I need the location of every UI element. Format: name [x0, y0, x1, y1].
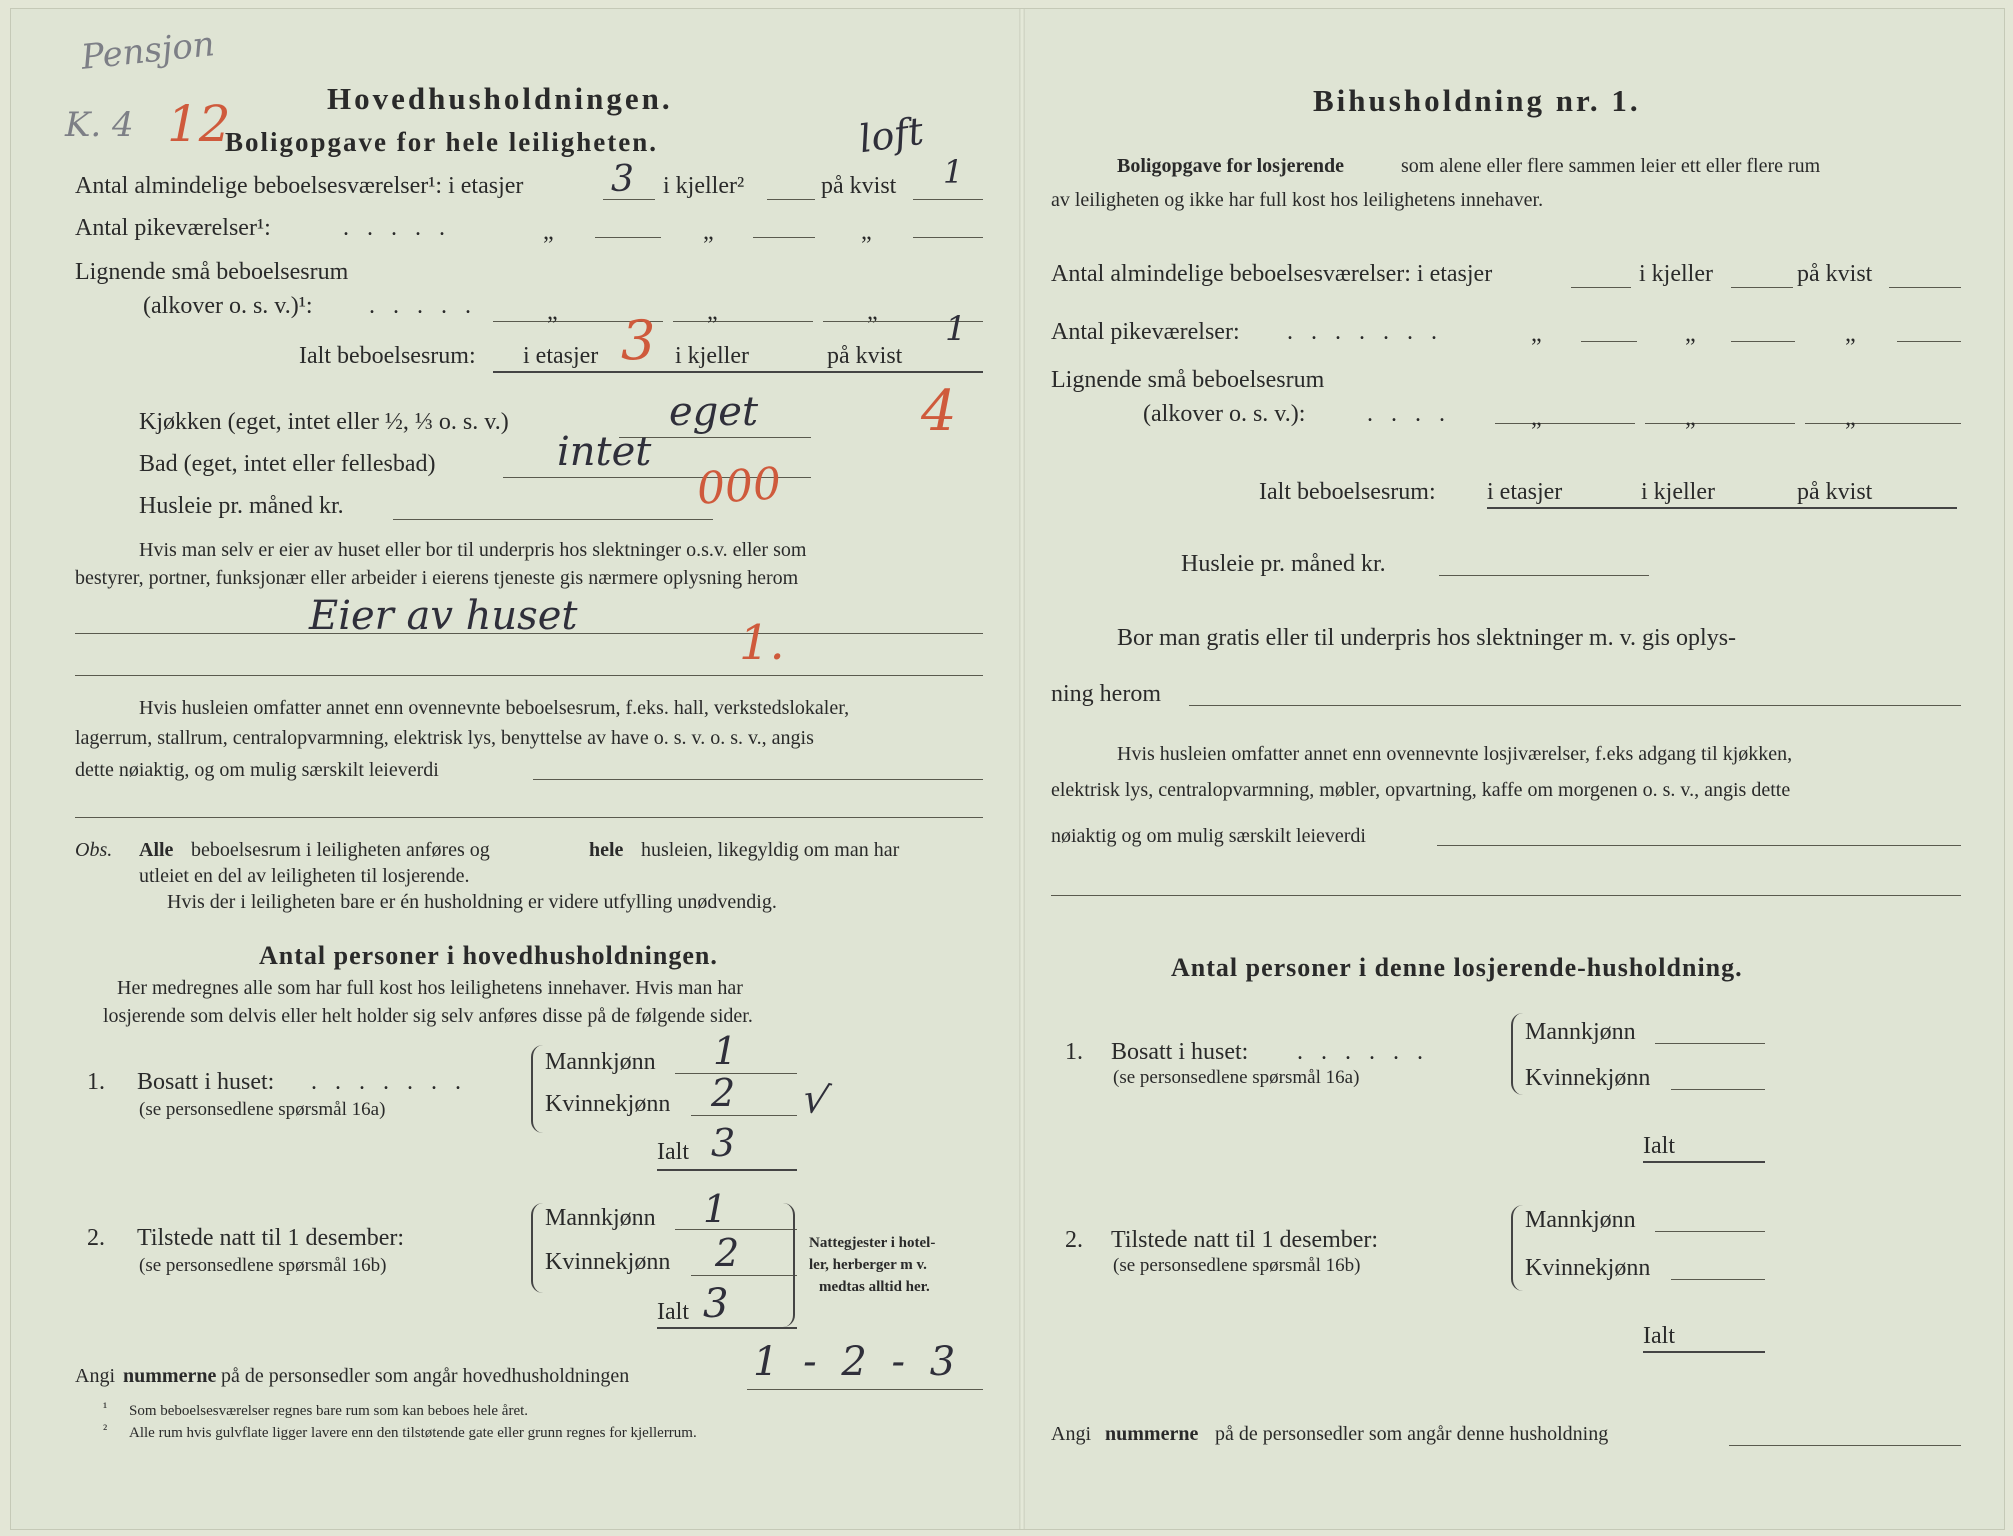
handwritten-red-twelve: 12: [167, 95, 231, 153]
q1-note: (se personsedlene spørsmål 16a): [1113, 1067, 1360, 1088]
handwritten-etasjer-count: 3: [611, 159, 634, 200]
ditto-mark: „: [861, 219, 872, 245]
q2-number: 2.: [87, 1225, 105, 1251]
handwritten-ialt-etasjer: 3: [621, 309, 656, 372]
field-pike-kjeller: [753, 237, 815, 238]
ialt-underline: [493, 371, 983, 373]
dot-leader: . . . . . . .: [1287, 319, 1443, 345]
label-pikevaerelser: Antal pikeværelser¹:: [75, 215, 271, 241]
ditto-mark: „: [543, 219, 554, 245]
field-eier-line-1: [75, 633, 983, 634]
handwritten-nummerne: 1 - 2 - 3: [753, 1339, 962, 1385]
text-gratis-1: Bor man gratis eller til underpris hos slektninger m. v. gis oplys-: [1117, 625, 1737, 651]
obs-label: Obs.: [75, 839, 113, 861]
label-alkover: (alkover o. s. v.)¹:: [143, 293, 313, 319]
q2-mannkjonn-label: Mannkjønn: [1525, 1207, 1636, 1233]
handwritten-q1-mann: 1: [713, 1029, 738, 1073]
q1-note: (se personsedlene spørsmål 16a): [139, 1099, 386, 1120]
field-alkover-etasjer: [1495, 423, 1635, 424]
q1-brace: [531, 1045, 545, 1133]
field-leieverdi-line-2: [75, 817, 983, 818]
label-paa-kvist: på kvist: [1797, 479, 1873, 505]
handwritten-eier-value: Eier av huset: [309, 593, 578, 639]
ditto-mark: „: [867, 299, 878, 325]
field-alkover-kjeller: [1645, 423, 1795, 424]
angi-text-a: Angi: [75, 1365, 115, 1387]
label-alkover: (alkover o. s. v.):: [1143, 401, 1306, 427]
persons-text-1: Her medregnes alle som har full kost hos leilighetens innehaver. Hvis man har: [117, 977, 743, 999]
text-omfatter-2: lagerrum, stallrum, centralopvarmning, elektrisk lys, benyttelse av have o. s. v. o. s. v., angis: [75, 727, 814, 749]
q1-kvinne-line: [691, 1115, 797, 1116]
ditto-mark: „: [1685, 321, 1696, 347]
dot-leader: . . . . . .: [1297, 1039, 1429, 1065]
label-husleie: Husleie pr. måned kr.: [139, 493, 344, 519]
q1-kvinne-line: [1671, 1089, 1765, 1090]
q2-ialt-line: [657, 1327, 797, 1329]
boligopgave-bold: Boligopgave for losjerende: [1117, 155, 1345, 177]
dot-leader: . . . . .: [369, 293, 477, 319]
label-pikevaerelser: Antal pikeværelser:: [1051, 319, 1240, 345]
right-page-sub-household: [1051, 9, 1961, 1529]
nattegjester-note-2: ler, herberger m v.: [809, 1257, 927, 1273]
label-ialt-beboelsesrum: Ialt beboelsesrum:: [299, 343, 476, 369]
label-almindelige-rooms: Antal almindelige beboelsesværelser: i etasjer: [1051, 261, 1493, 287]
field-eier-line-2: [75, 675, 983, 676]
handwritten-kvist-count: 1: [943, 153, 964, 191]
angi-text-c: på de personsedler som angår denne husholdning: [1215, 1423, 1609, 1445]
census-form-sheet: [10, 8, 2005, 1530]
obs-alle: Alle: [139, 839, 174, 861]
angi-line: [747, 1389, 983, 1390]
label-paa-kvist: på kvist: [827, 343, 903, 369]
field-etasjer-line: [1571, 287, 1631, 288]
label-i-kjeller: i kjeller²: [663, 173, 745, 199]
q1-mann-line: [675, 1073, 797, 1074]
footnote-2-number: ²: [103, 1423, 108, 1438]
obs-text-1a: beboelsesrum i leiligheten anføres og: [191, 839, 490, 861]
handwritten-loft: loft: [856, 108, 927, 162]
text-eier-info-2: bestyrer, portner, funksjonær eller arbeider i eierens tjeneste gis nærmere oplysning herom: [75, 567, 799, 589]
label-kjokken: Kjøkken (eget, intet eller ½, ⅓ o. s. v.): [139, 409, 509, 435]
label-ialt-beboelsesrum: Ialt beboelsesrum:: [1259, 479, 1436, 505]
q1-kvinnekjonn-label: Kvinnekjønn: [545, 1091, 671, 1117]
q1-ialt-label: Ialt: [657, 1139, 689, 1165]
handwritten-bad-value: intet: [557, 429, 652, 475]
q2-mann-line: [1655, 1231, 1765, 1232]
page-subtitle: Boligopgave for hele leiligheten.: [225, 127, 658, 157]
angi-text-c: på de personsedler som angår hovedhusholdningen: [221, 1365, 630, 1387]
text-eier-info-1: Hvis man selv er eier av huset eller bor til underpris hos slektninger o.s.v. eller som: [139, 539, 807, 561]
persons-heading: Antal personer i denne losjerende-husholdning.: [1171, 953, 1743, 982]
angi-text-b: nummerne: [123, 1365, 217, 1387]
label-paa-kvist: på kvist: [821, 173, 897, 199]
field-pike-kvist: [1897, 341, 1961, 342]
field-alkover-kjeller: [673, 321, 813, 322]
handwritten-k-number: K. 4: [65, 105, 134, 145]
q2-number: 2.: [1065, 1227, 1083, 1253]
handwritten-q1-kvinne: 2: [711, 1071, 736, 1115]
footnote-1: Som beboelsesværelser regnes bare rum som kan beboes hele året.: [129, 1403, 529, 1419]
handwritten-q2-mann: 1: [703, 1187, 728, 1231]
ialt-underline: [1487, 507, 1957, 509]
label-i-kjeller: i kjeller: [1641, 479, 1715, 505]
field-kjeller-line: [1731, 287, 1793, 288]
q1-ialt-label: Ialt: [1643, 1133, 1675, 1159]
field-husleie-line: [393, 519, 713, 520]
ditto-mark: „: [1845, 405, 1856, 431]
label-lignende: Lignende små beboelsesrum: [1051, 367, 1325, 393]
dot-leader: . . . . . . .: [311, 1069, 467, 1095]
dot-leader: . . . .: [1367, 401, 1451, 427]
ditto-mark: „: [1531, 405, 1542, 431]
q1-label: Bosatt i huset:: [137, 1069, 275, 1095]
field-husleie-line: [1439, 575, 1649, 576]
q2-mannkjonn-label: Mannkjønn: [545, 1205, 656, 1231]
q2-ialt-label: Ialt: [657, 1299, 689, 1325]
field-leieverdi-line: [1437, 845, 1961, 846]
handwritten-husleie-value: 000: [695, 458, 783, 515]
field-kjeller-line: [767, 199, 815, 200]
angi-text-b: nummerne: [1105, 1423, 1199, 1445]
field-gratis-line: [1189, 705, 1961, 706]
q2-label: Tilstede natt til 1 desember:: [137, 1225, 405, 1251]
handwritten-kjokken-value: eget: [669, 389, 759, 435]
q2-kvinnekjonn-label: Kvinnekjønn: [1525, 1255, 1651, 1281]
q1-label: Bosatt i huset:: [1111, 1039, 1249, 1065]
label-i-kjeller: i kjeller: [1639, 261, 1713, 287]
handwritten-pensjon: Pensjon: [79, 24, 217, 78]
field-pike-kvist: [913, 237, 983, 238]
q2-note: (se personsedlene spørsmål 16b): [1113, 1255, 1361, 1276]
ditto-mark: „: [703, 219, 714, 245]
q2-label: Tilstede natt til 1 desember:: [1111, 1227, 1379, 1253]
page-title: Bihusholdning nr. 1.: [1313, 83, 1641, 118]
footnote-2: Alle rum hvis gulvflate ligger lavere enn den tilstøtende gate eller grunn regnes for kjellerrum.: [129, 1425, 697, 1441]
q1-brace: [1511, 1013, 1525, 1095]
obs-text-3: Hvis der i leiligheten bare er én husholdning er videre utfylling unødvendig.: [167, 891, 777, 913]
field-leieverdi-line: [533, 779, 983, 780]
q2-brace: [531, 1203, 545, 1293]
handwritten-ialt-kvist: 1: [945, 309, 967, 349]
field-pike-etasjer: [595, 237, 661, 238]
field-leieverdi-line-2: [1051, 895, 1961, 896]
obs-text-2: utleiet en del av leiligheten til losjerende.: [139, 865, 470, 887]
text-omfatter-1: Hvis husleien omfatter annet enn ovennevnte losjiværelser, f.eks adgang til kjøkken,: [1117, 743, 1793, 765]
label-husleie: Husleie pr. måned kr.: [1181, 551, 1386, 577]
text-omfatter-3: nøiaktig og om mulig særskilt leieverdi: [1051, 825, 1366, 847]
field-kvist-line: [1889, 287, 1961, 288]
nattegjester-brace: [779, 1203, 795, 1327]
dot-leader: . . . . .: [343, 215, 451, 241]
handwritten-red-one: 1.: [739, 615, 785, 671]
q1-number: 1.: [1065, 1039, 1083, 1065]
ditto-mark: „: [547, 299, 558, 325]
q2-note: (se personsedlene spørsmål 16b): [139, 1255, 387, 1276]
angi-text-a: Angi: [1051, 1423, 1091, 1445]
q1-mannkjonn-label: Mannkjønn: [545, 1049, 656, 1075]
obs-text-1b: husleien, likegyldig om man har: [641, 839, 900, 861]
label-paa-kvist: på kvist: [1797, 261, 1873, 287]
nattegjester-note-1: Nattegjester i hotel-: [809, 1235, 936, 1251]
text-omfatter-3: dette nøiaktig, og om mulig særskilt leieverdi: [75, 759, 439, 781]
q1-ialt-line: [657, 1169, 797, 1171]
nattegjester-note-3: medtas alltid her.: [819, 1279, 930, 1295]
page-title: Hovedhusholdningen.: [327, 81, 673, 116]
text-gratis-2: ning herom: [1051, 681, 1161, 707]
q1-number: 1.: [87, 1069, 105, 1095]
boligopgave-text-1: som alene eller flere sammen leier ett eller flere rum: [1401, 155, 1821, 177]
q2-brace: [1511, 1205, 1525, 1291]
q1-mannkjonn-label: Mannkjønn: [1525, 1019, 1636, 1045]
q2-ialt-label: Ialt: [1643, 1323, 1675, 1349]
q2-kvinne-line: [1671, 1279, 1765, 1280]
label-lignende: Lignende små beboelsesrum: [75, 259, 349, 285]
handwritten-checkmark: √: [798, 1074, 834, 1126]
text-omfatter-1: Hvis husleien omfatter annet enn ovennevnte beboelsesrum, f.eks. hall, verkstedslokaler,: [139, 697, 850, 719]
field-alkover-kvist: [1805, 423, 1961, 424]
ditto-mark: „: [707, 299, 718, 325]
boligopgave-text-2: av leiligheten og ikke har full kost hos leilighetens innehaver.: [1051, 189, 1544, 211]
ditto-mark: „: [1685, 405, 1696, 431]
label-i-kjeller: i kjeller: [675, 343, 749, 369]
handwritten-red-four: 4: [921, 379, 957, 444]
field-kvist-line: [913, 199, 983, 200]
q2-ialt-line: [1643, 1351, 1765, 1353]
handwritten-q2-kvinne: 2: [715, 1231, 740, 1275]
handwritten-q2-ialt: 3: [703, 1281, 729, 1327]
ditto-mark: „: [1531, 321, 1542, 347]
q1-mann-line: [1655, 1043, 1765, 1044]
left-page-main-household: [63, 9, 985, 1529]
obs-hele: hele: [589, 839, 624, 861]
q2-kvinnekjonn-label: Kvinnekjønn: [545, 1249, 671, 1275]
label-i-etasjer: i etasjer: [523, 343, 599, 369]
label-bad: Bad (eget, intet eller fellesbad): [139, 451, 436, 477]
q1-ialt-line: [1643, 1161, 1765, 1163]
label-i-etasjer: i etasjer: [1487, 479, 1563, 505]
ditto-mark: „: [1845, 321, 1856, 347]
field-pike-etasjer: [1581, 341, 1637, 342]
text-omfatter-2: elektrisk lys, centralopvarmning, møbler, opvartning, kaffe om morgenen o. s. v., angis dette: [1051, 779, 1791, 801]
handwritten-q1-ialt: 3: [711, 1121, 736, 1165]
page-fold: [1019, 9, 1025, 1529]
persons-text-2: losjerende som delvis eller helt holder sig selv anføres disse på de følgende sider.: [103, 1005, 753, 1027]
field-pike-kjeller: [1731, 341, 1795, 342]
persons-heading: Antal personer i hovedhusholdningen.: [259, 941, 718, 970]
angi-line: [1729, 1445, 1961, 1446]
footnote-1-number: ¹: [103, 1401, 108, 1416]
label-almindelige-rooms: Antal almindelige beboelsesværelser¹: i etasjer: [75, 173, 524, 199]
q1-kvinnekjonn-label: Kvinnekjønn: [1525, 1065, 1651, 1091]
